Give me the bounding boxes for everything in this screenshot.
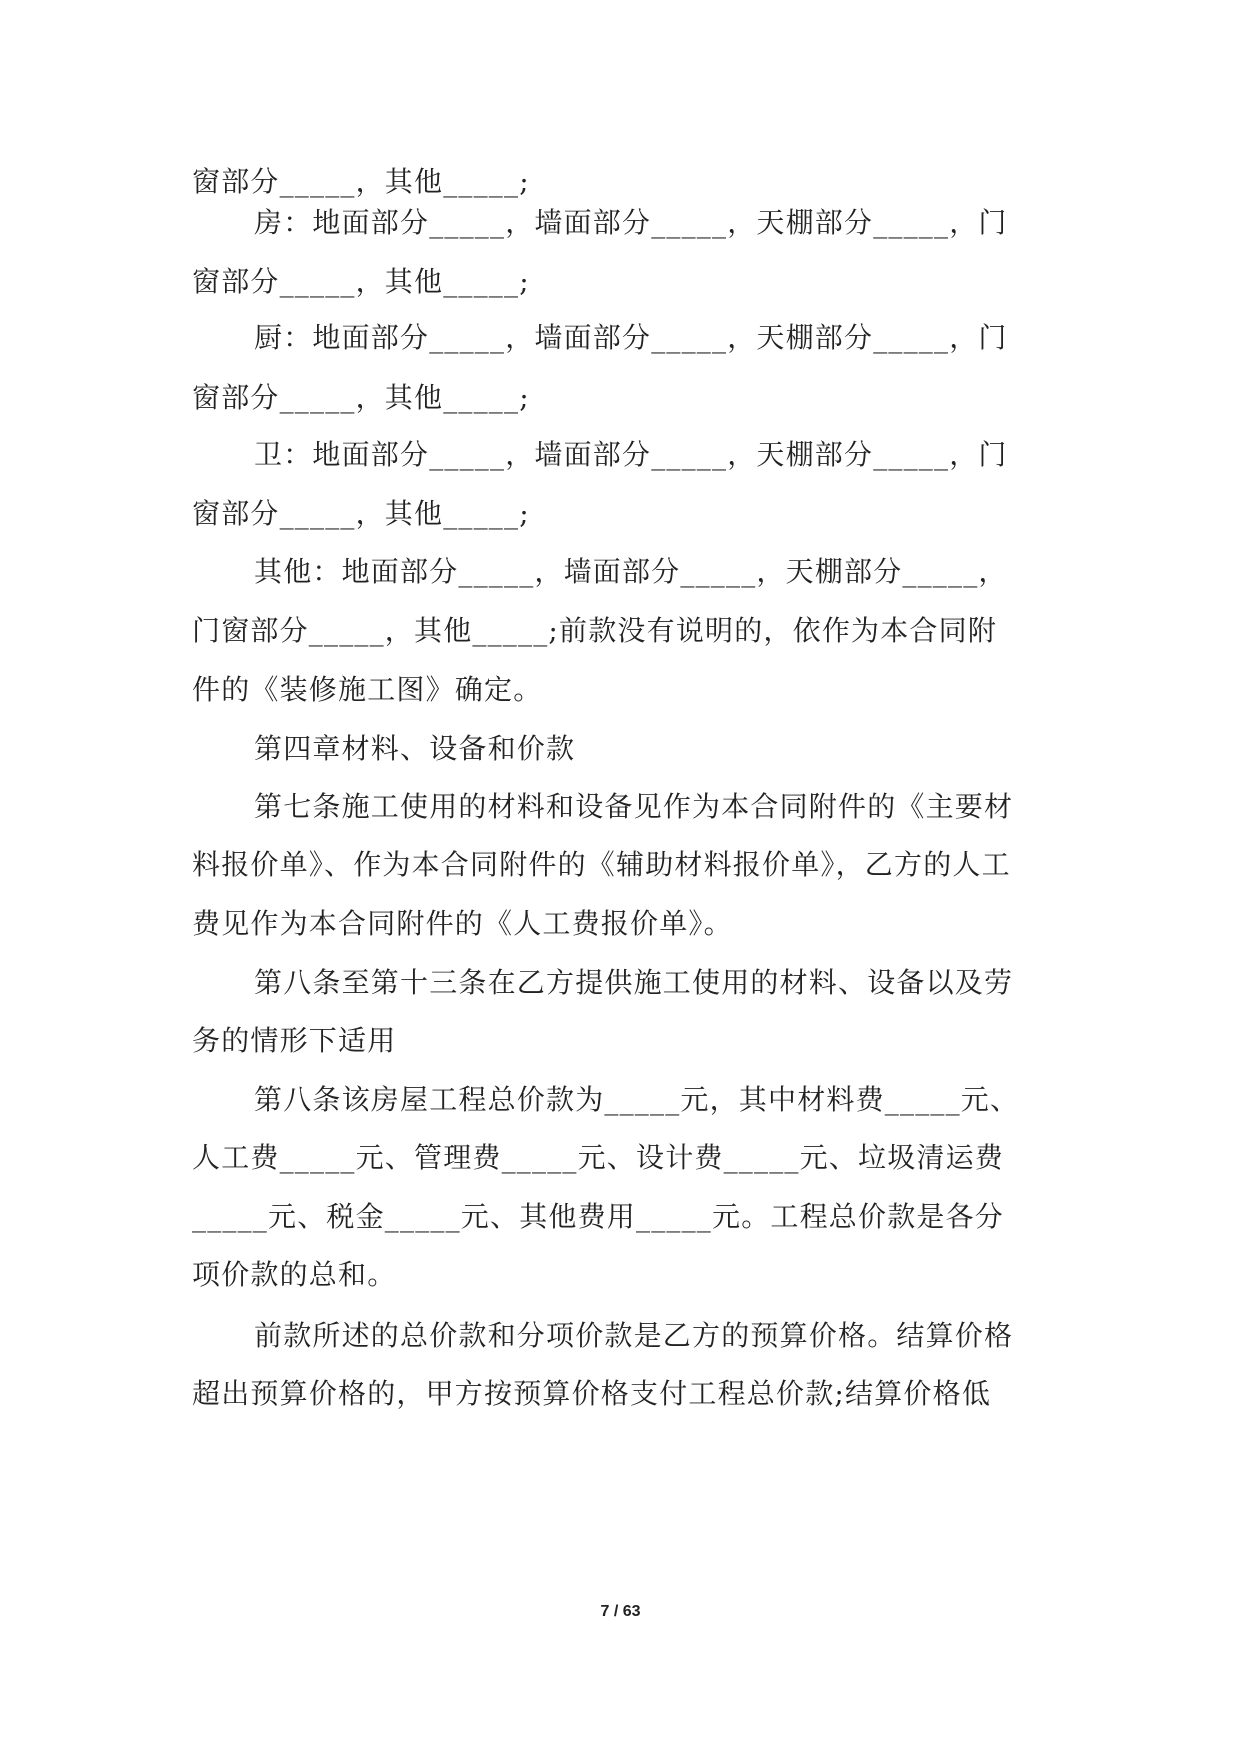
- text-line: 卫：地面部分_____，墙面部分_____，天棚部分_____，门: [254, 438, 1008, 471]
- text-line: 人工费_____元、管理费_____元、设计费_____元、垃圾清运费: [192, 1141, 1005, 1174]
- text-line: 第八条至第十三条在乙方提供施工使用的材料、设备以及劳: [254, 966, 1014, 999]
- text-line: 项价款的总和。: [192, 1258, 397, 1291]
- text-line: 超出预算价格的，甲方按预算价格支付工程总价款;结算价格低: [192, 1377, 992, 1410]
- text-line: 门窗部分_____，其他_____;前款没有说明的，依作为本合同附: [192, 614, 998, 647]
- text-line: 窗部分_____，其他_____;: [192, 497, 530, 530]
- text-line: 第七条施工使用的材料和设备见作为本合同附件的《主要材: [254, 790, 1014, 823]
- text-line: 窗部分_____，其他_____;: [192, 265, 530, 298]
- page-number: 7 / 63: [600, 1603, 641, 1620]
- text-line: 料报价单》、作为本合同附件的《辅助材料报价单》，乙方的人工: [192, 848, 1011, 881]
- text-line: 务的情形下适用: [192, 1024, 397, 1057]
- text-line: 件的《装修施工图》确定。: [192, 673, 543, 706]
- text-line: 厨：地面部分_____，墙面部分_____，天棚部分_____，门: [254, 321, 1008, 354]
- text-line: 费见作为本合同附件的《人工费报价单》。: [192, 907, 733, 940]
- text-line: _____元、税金_____元、其他费用_____元。工程总价款是各分: [192, 1200, 1005, 1233]
- text-line: 第八条该房屋工程总价款为_____元，其中材料费_____元、: [254, 1083, 1020, 1116]
- text-line: 前款所述的总价款和分项价款是乙方的预算价格。结算价格: [254, 1319, 1014, 1352]
- chapter-heading: 第四章材料、设备和价款: [254, 732, 576, 765]
- text-line: 其他：地面部分_____，墙面部分_____，天棚部分_____，: [254, 555, 1008, 588]
- text-line: 窗部分_____，其他_____;: [192, 381, 530, 414]
- text-line: 房：地面部分_____，墙面部分_____，天棚部分_____，门: [254, 206, 1008, 239]
- text-line: 窗部分_____，其他_____;: [192, 165, 530, 198]
